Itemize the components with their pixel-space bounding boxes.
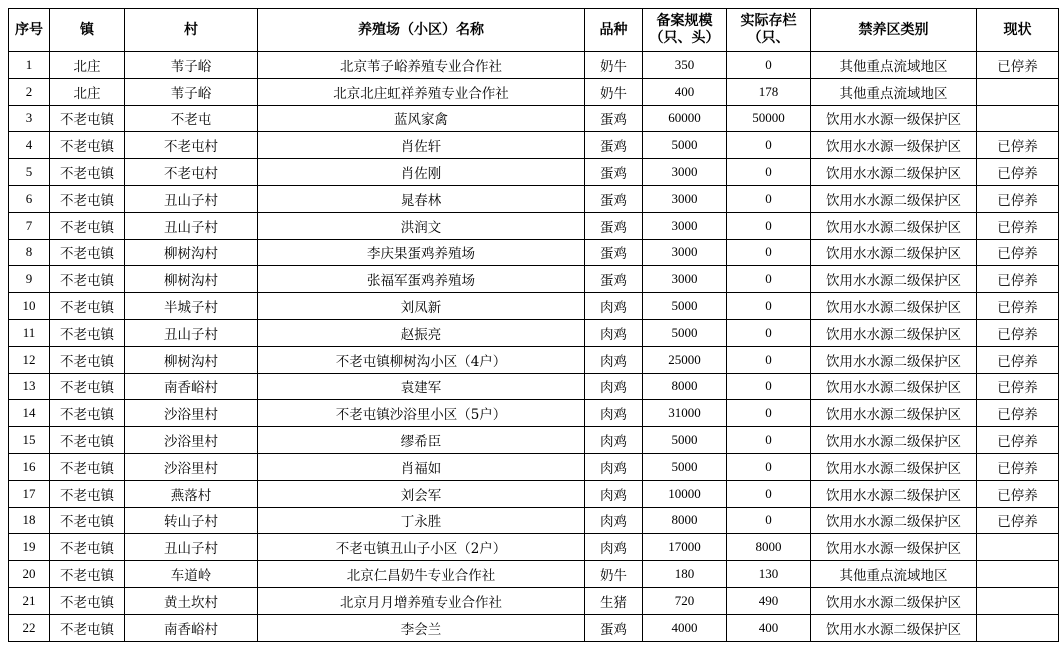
zone-type-cell: 饮用水水源二级保护区 — [811, 373, 977, 400]
actual-stock-cell: 178 — [727, 78, 811, 105]
actual-stock-cell: 130 — [727, 561, 811, 588]
village-cell: 丑山子村 — [125, 212, 258, 239]
actual-stock-cell: 0 — [727, 453, 811, 480]
table-row — [9, 480, 1059, 507]
index-cell: 8 — [9, 239, 50, 266]
town-cell: 不老屯镇 — [50, 480, 125, 507]
status-cell: 已停养 — [977, 480, 1059, 507]
town-cell: 不老屯镇 — [50, 614, 125, 641]
registered-scale-cell: 350 — [643, 52, 727, 79]
actual-stock-cell: 0 — [727, 400, 811, 427]
zone-type-cell: 饮用水水源二级保护区 — [811, 185, 977, 212]
zone-type-cell: 饮用水水源一级保护区 — [811, 132, 977, 159]
actual-stock-cell: 0 — [727, 480, 811, 507]
village-cell: 沙浴里村 — [125, 400, 258, 427]
zone-type-cell: 饮用水水源二级保护区 — [811, 427, 977, 454]
zone-type-cell: 饮用水水源二级保护区 — [811, 293, 977, 320]
farm-name-cell: 肖福如 — [258, 453, 585, 480]
table-row — [9, 614, 1059, 641]
town-cell: 不老屯镇 — [50, 239, 125, 266]
village-cell: 丑山子村 — [125, 534, 258, 561]
actual-stock-cell: 0 — [727, 427, 811, 454]
registered-scale-cell: 8000 — [643, 373, 727, 400]
village-cell: 柳树沟村 — [125, 266, 258, 293]
status-cell: 已停养 — [977, 293, 1059, 320]
zone-type-cell: 其他重点流域地区 — [811, 78, 977, 105]
registered-scale-cell: 5000 — [643, 427, 727, 454]
farm-name-cell: 不老屯镇丑山子小区（2户） — [258, 534, 585, 561]
index-cell: 12 — [9, 346, 50, 373]
town-cell: 北庄 — [50, 78, 125, 105]
col-header-breed: 品种 — [585, 9, 643, 52]
zone-type-cell: 饮用水水源二级保护区 — [811, 480, 977, 507]
breed-cell: 肉鸡 — [585, 346, 643, 373]
registered-scale-cell: 180 — [643, 561, 727, 588]
table-row — [9, 212, 1059, 239]
actual-stock-cell: 400 — [727, 614, 811, 641]
registered-scale-cell: 60000 — [643, 105, 727, 132]
breed-cell: 肉鸡 — [585, 319, 643, 346]
town-cell: 不老屯镇 — [50, 427, 125, 454]
registered-scale-cell: 10000 — [643, 480, 727, 507]
zone-type-cell: 饮用水水源二级保护区 — [811, 453, 977, 480]
actual-stock-cell: 0 — [727, 52, 811, 79]
status-cell: 已停养 — [977, 507, 1059, 534]
table-row — [9, 561, 1059, 588]
zone-type-cell: 饮用水水源二级保护区 — [811, 507, 977, 534]
actual-stock-cell: 0 — [727, 159, 811, 186]
breed-cell: 蛋鸡 — [585, 614, 643, 641]
farm-name-cell: 张福军蛋鸡养殖场 — [258, 266, 585, 293]
village-cell: 南香峪村 — [125, 373, 258, 400]
zone-type-cell: 饮用水水源二级保护区 — [811, 346, 977, 373]
registered-scale-cell: 3000 — [643, 185, 727, 212]
farm-name-cell: 蓝风家禽 — [258, 105, 585, 132]
actual-stock-cell: 0 — [727, 266, 811, 293]
actual-stock-cell: 0 — [727, 293, 811, 320]
breed-cell: 肉鸡 — [585, 453, 643, 480]
breed-cell: 蛋鸡 — [585, 212, 643, 239]
village-cell: 不老屯村 — [125, 159, 258, 186]
zone-type-cell: 饮用水水源二级保护区 — [811, 587, 977, 614]
town-cell: 不老屯镇 — [50, 159, 125, 186]
breed-cell: 肉鸡 — [585, 480, 643, 507]
status-cell — [977, 614, 1059, 641]
breed-cell: 奶牛 — [585, 52, 643, 79]
table-row — [9, 266, 1059, 293]
actual-stock-cell: 0 — [727, 346, 811, 373]
breed-cell: 奶牛 — [585, 561, 643, 588]
status-cell: 已停养 — [977, 212, 1059, 239]
index-cell: 10 — [9, 293, 50, 320]
registered-scale-cell: 25000 — [643, 346, 727, 373]
table-row — [9, 132, 1059, 159]
breed-cell: 奶牛 — [585, 78, 643, 105]
zone-type-cell: 饮用水水源一级保护区 — [811, 105, 977, 132]
actual-stock-cell: 0 — [727, 132, 811, 159]
status-cell — [977, 561, 1059, 588]
farm-name-cell: 缪希臣 — [258, 427, 585, 454]
actual-stock-cell: 490 — [727, 587, 811, 614]
status-cell: 已停养 — [977, 400, 1059, 427]
index-cell: 14 — [9, 400, 50, 427]
town-cell: 不老屯镇 — [50, 212, 125, 239]
village-cell: 车道岭 — [125, 561, 258, 588]
registered-scale-cell: 720 — [643, 587, 727, 614]
actual-stock-cell: 0 — [727, 212, 811, 239]
town-cell: 不老屯镇 — [50, 561, 125, 588]
col-header-village: 村 — [125, 9, 258, 52]
zone-type-cell: 饮用水水源一级保护区 — [811, 534, 977, 561]
status-cell: 已停养 — [977, 132, 1059, 159]
table-row — [9, 319, 1059, 346]
farm-name-cell: 刘会军 — [258, 480, 585, 507]
village-cell: 南香峪村 — [125, 614, 258, 641]
breed-cell: 蛋鸡 — [585, 266, 643, 293]
col-header-status: 现状 — [977, 9, 1059, 52]
index-cell: 6 — [9, 185, 50, 212]
registered-scale-cell: 8000 — [643, 507, 727, 534]
town-cell: 不老屯镇 — [50, 132, 125, 159]
zone-type-cell: 饮用水水源二级保护区 — [811, 614, 977, 641]
farm-name-cell: 李会兰 — [258, 614, 585, 641]
table-row — [9, 239, 1059, 266]
table-row — [9, 587, 1059, 614]
status-cell — [977, 105, 1059, 132]
registered-scale-cell: 3000 — [643, 266, 727, 293]
breed-cell: 肉鸡 — [585, 507, 643, 534]
farm-name-cell: 洪润文 — [258, 212, 585, 239]
town-cell: 不老屯镇 — [50, 400, 125, 427]
index-cell: 2 — [9, 78, 50, 105]
registered-scale-cell: 4000 — [643, 614, 727, 641]
status-cell: 已停养 — [977, 319, 1059, 346]
table-row — [9, 507, 1059, 534]
town-cell: 不老屯镇 — [50, 453, 125, 480]
index-cell: 18 — [9, 507, 50, 534]
village-cell: 不老屯 — [125, 105, 258, 132]
village-cell: 丑山子村 — [125, 185, 258, 212]
index-cell: 22 — [9, 614, 50, 641]
farm-name-cell: 肖佐刚 — [258, 159, 585, 186]
farm-name-cell: 北京北庄虹祥养殖专业合作社 — [258, 78, 585, 105]
zone-type-cell: 饮用水水源二级保护区 — [811, 400, 977, 427]
breed-cell: 肉鸡 — [585, 427, 643, 454]
index-cell: 4 — [9, 132, 50, 159]
town-cell: 不老屯镇 — [50, 587, 125, 614]
index-cell: 11 — [9, 319, 50, 346]
breed-cell: 蛋鸡 — [585, 185, 643, 212]
zone-type-cell: 饮用水水源二级保护区 — [811, 239, 977, 266]
breed-cell: 肉鸡 — [585, 400, 643, 427]
breed-cell: 肉鸡 — [585, 293, 643, 320]
col-header-farm-name: 养殖场（小区）名称 — [258, 9, 585, 52]
registered-scale-cell: 400 — [643, 78, 727, 105]
registered-scale-cell: 5000 — [643, 453, 727, 480]
village-cell: 沙浴里村 — [125, 427, 258, 454]
registered-scale-cell: 5000 — [643, 319, 727, 346]
farm-name-cell: 北京月月增养殖专业合作社 — [258, 587, 585, 614]
zone-type-cell: 饮用水水源二级保护区 — [811, 319, 977, 346]
status-cell: 已停养 — [977, 373, 1059, 400]
farm-name-cell: 北京苇子峪养殖专业合作社 — [258, 52, 585, 79]
town-cell: 不老屯镇 — [50, 293, 125, 320]
breed-cell: 蛋鸡 — [585, 132, 643, 159]
actual-stock-cell: 0 — [727, 319, 811, 346]
actual-stock-cell: 0 — [727, 239, 811, 266]
breed-cell: 肉鸡 — [585, 534, 643, 561]
table-row — [9, 293, 1059, 320]
col-header-registered-scale: 备案规模（只、头） — [643, 9, 727, 52]
town-cell: 不老屯镇 — [50, 319, 125, 346]
farm-name-cell: 丁永胜 — [258, 507, 585, 534]
village-cell: 转山子村 — [125, 507, 258, 534]
table-row — [9, 52, 1059, 79]
index-cell: 7 — [9, 212, 50, 239]
status-cell: 已停养 — [977, 453, 1059, 480]
actual-stock-cell: 0 — [727, 373, 811, 400]
index-cell: 20 — [9, 561, 50, 588]
table-row — [9, 159, 1059, 186]
village-cell: 苇子峪 — [125, 52, 258, 79]
index-cell: 13 — [9, 373, 50, 400]
table-row — [9, 534, 1059, 561]
village-cell: 丑山子村 — [125, 319, 258, 346]
col-header-actual-stock: 实际存栏（只、 — [727, 9, 811, 52]
col-header-index: 序号 — [9, 9, 50, 52]
status-cell: 已停养 — [977, 266, 1059, 293]
farm-name-cell: 晁春林 — [258, 185, 585, 212]
town-cell: 不老屯镇 — [50, 266, 125, 293]
status-cell: 已停养 — [977, 346, 1059, 373]
village-cell: 半城子村 — [125, 293, 258, 320]
table-row — [9, 105, 1059, 132]
index-cell: 1 — [9, 52, 50, 79]
registered-scale-cell: 31000 — [643, 400, 727, 427]
table-body — [9, 52, 1059, 642]
index-cell: 15 — [9, 427, 50, 454]
village-cell: 黄土坎村 — [125, 587, 258, 614]
breed-cell: 蛋鸡 — [585, 239, 643, 266]
village-cell: 苇子峪 — [125, 78, 258, 105]
registered-scale-cell: 5000 — [643, 293, 727, 320]
village-cell: 不老屯村 — [125, 132, 258, 159]
breed-cell: 蛋鸡 — [585, 159, 643, 186]
status-cell: 已停养 — [977, 427, 1059, 454]
town-cell: 不老屯镇 — [50, 534, 125, 561]
town-cell: 不老屯镇 — [50, 346, 125, 373]
index-cell: 17 — [9, 480, 50, 507]
index-cell: 5 — [9, 159, 50, 186]
town-cell: 不老屯镇 — [50, 373, 125, 400]
farm-name-cell: 不老屯镇沙浴里小区（5户） — [258, 400, 585, 427]
zone-type-cell: 饮用水水源二级保护区 — [811, 266, 977, 293]
table-row — [9, 453, 1059, 480]
actual-stock-cell: 0 — [727, 185, 811, 212]
actual-stock-cell: 0 — [727, 507, 811, 534]
table-row — [9, 346, 1059, 373]
town-cell: 不老屯镇 — [50, 507, 125, 534]
index-cell: 21 — [9, 587, 50, 614]
village-cell: 柳树沟村 — [125, 239, 258, 266]
status-cell — [977, 534, 1059, 561]
status-cell: 已停养 — [977, 159, 1059, 186]
registered-scale-cell: 3000 — [643, 239, 727, 266]
status-cell: 已停养 — [977, 239, 1059, 266]
farm-name-cell: 赵振亮 — [258, 319, 585, 346]
farm-name-cell: 李庆果蛋鸡养殖场 — [258, 239, 585, 266]
town-cell: 不老屯镇 — [50, 105, 125, 132]
table-row — [9, 373, 1059, 400]
actual-stock-cell: 8000 — [727, 534, 811, 561]
farm-name-cell: 刘凤新 — [258, 293, 585, 320]
zone-type-cell: 饮用水水源二级保护区 — [811, 212, 977, 239]
table-row — [9, 78, 1059, 105]
village-cell: 沙浴里村 — [125, 453, 258, 480]
town-cell: 北庄 — [50, 52, 125, 79]
zone-type-cell: 其他重点流域地区 — [811, 52, 977, 79]
index-cell: 16 — [9, 453, 50, 480]
registered-scale-cell: 5000 — [643, 132, 727, 159]
registered-scale-cell: 3000 — [643, 159, 727, 186]
registered-scale-cell: 17000 — [643, 534, 727, 561]
status-cell: 已停养 — [977, 185, 1059, 212]
table-row — [9, 185, 1059, 212]
zone-type-cell: 饮用水水源二级保护区 — [811, 159, 977, 186]
status-cell: 已停养 — [977, 52, 1059, 79]
zone-type-cell: 其他重点流域地区 — [811, 561, 977, 588]
registered-scale-cell: 3000 — [643, 212, 727, 239]
status-cell — [977, 78, 1059, 105]
index-cell: 3 — [9, 105, 50, 132]
table-row — [9, 427, 1059, 454]
farm-name-cell: 北京仁昌奶牛专业合作社 — [258, 561, 585, 588]
livestock-farm-table — [8, 8, 1059, 642]
col-header-town: 镇 — [50, 9, 125, 52]
status-cell — [977, 587, 1059, 614]
farm-name-cell: 袁建军 — [258, 373, 585, 400]
header-row — [9, 9, 1059, 52]
breed-cell: 肉鸡 — [585, 373, 643, 400]
breed-cell: 蛋鸡 — [585, 105, 643, 132]
farm-name-cell: 肖佐轩 — [258, 132, 585, 159]
breed-cell: 生猪 — [585, 587, 643, 614]
index-cell: 9 — [9, 266, 50, 293]
table-row — [9, 400, 1059, 427]
town-cell: 不老屯镇 — [50, 185, 125, 212]
actual-stock-cell: 50000 — [727, 105, 811, 132]
col-header-zone-type: 禁养区类别 — [811, 9, 977, 52]
village-cell: 燕落村 — [125, 480, 258, 507]
index-cell: 19 — [9, 534, 50, 561]
farm-name-cell: 不老屯镇柳树沟小区（4户） — [258, 346, 585, 373]
village-cell: 柳树沟村 — [125, 346, 258, 373]
